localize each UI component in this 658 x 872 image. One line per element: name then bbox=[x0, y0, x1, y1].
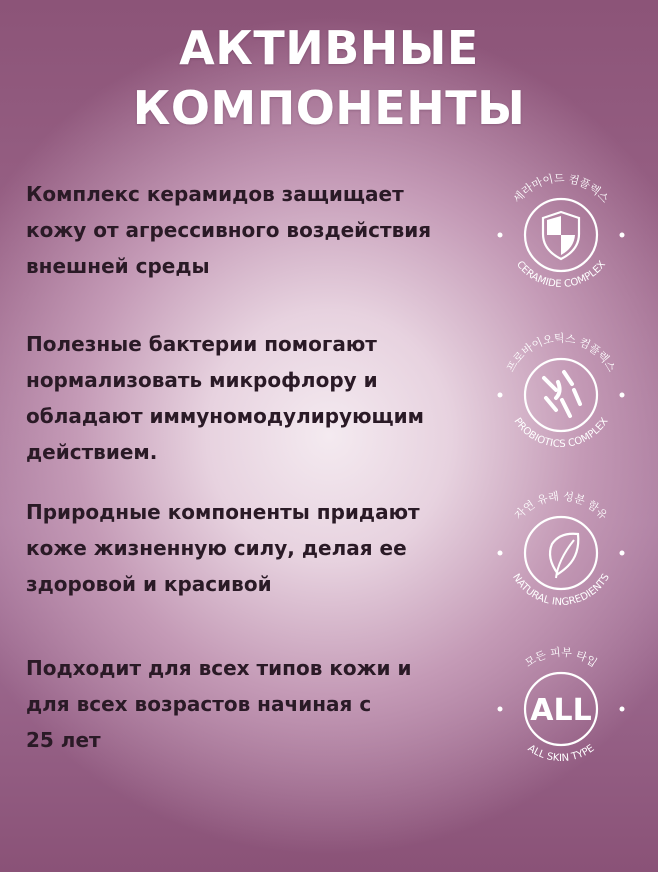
title-line-1: АКТИВНЫЕ bbox=[179, 21, 479, 75]
ceramide-description bbox=[26, 176, 486, 284]
svg-text:NATURAL INGREDIENTS bbox=[510, 572, 612, 608]
svg-text:프로바이오틱스 컴플렉스 bbox=[504, 331, 618, 375]
badge-top-text: 모든 피부 타입 bbox=[522, 645, 600, 670]
svg-text:세라마이드 컴플렉스 bbox=[510, 172, 612, 206]
bacteria-icon bbox=[486, 320, 636, 470]
badge-bottom-text: ALL SKIN TYPE bbox=[525, 742, 597, 765]
badge-top-text: 자연 유래 성분 함유 bbox=[511, 489, 611, 523]
svg-text:모든 피부 타입 bbox=[523, 645, 600, 670]
text-line: Подходит для всех типов кожи и bbox=[26, 656, 412, 680]
text-line: коже жизненную силу, делая ее bbox=[26, 536, 407, 560]
text-line: для всех возрастов начиная с bbox=[26, 692, 372, 716]
svg-text:PROBIOTICS COMPLEX bbox=[511, 416, 610, 450]
leaf-icon bbox=[486, 478, 636, 628]
svg-text:CERAMIDE COMPLEX bbox=[514, 259, 608, 290]
badge-bottom-text: CERAMIDE COMPLEX bbox=[514, 259, 608, 291]
ceramide-complex-badge bbox=[486, 160, 636, 310]
all-skin-description bbox=[26, 650, 486, 758]
svg-text:ALL SKIN TYPE bbox=[526, 743, 597, 764]
text-line: здоровой и красивой bbox=[26, 572, 272, 596]
probiotics-description bbox=[26, 326, 486, 470]
badge-top-text: 프로바이오틱스 컴플렉스 bbox=[503, 331, 619, 375]
text-line: кожу от агрессивного воздействия bbox=[26, 218, 432, 242]
page-title bbox=[0, 18, 658, 138]
badge-center-text: ALL bbox=[530, 693, 592, 728]
text-line: обладают иммуномодулирующим bbox=[26, 404, 425, 428]
title-line-2: КОМПОНЕНТЫ bbox=[132, 81, 526, 135]
natural-description bbox=[26, 494, 486, 602]
text-line: Природные компоненты придают bbox=[26, 500, 420, 524]
text-line: действием. bbox=[26, 440, 158, 464]
probiotics-complex-badge bbox=[486, 320, 636, 470]
badge-bottom-text: PROBIOTICS COMPLEX bbox=[511, 416, 611, 451]
natural-ingredients-badge bbox=[486, 478, 636, 628]
text-line: Полезные бактерии помогают bbox=[26, 332, 377, 356]
text-line: 25 лет bbox=[26, 728, 101, 752]
text-line: нормализовать микрофлору и bbox=[26, 368, 378, 392]
text-line: внешней среды bbox=[26, 254, 210, 278]
all-skin-type-badge bbox=[486, 634, 636, 784]
shield-icon bbox=[486, 160, 636, 310]
text-line: Комплекс керамидов защищает bbox=[26, 182, 404, 206]
badge-top-text: 세라마이드 컴플렉스 bbox=[510, 171, 612, 206]
badge-bottom-text: NATURAL INGREDIENTS bbox=[510, 572, 612, 609]
all-skin-type-icon bbox=[486, 634, 636, 784]
